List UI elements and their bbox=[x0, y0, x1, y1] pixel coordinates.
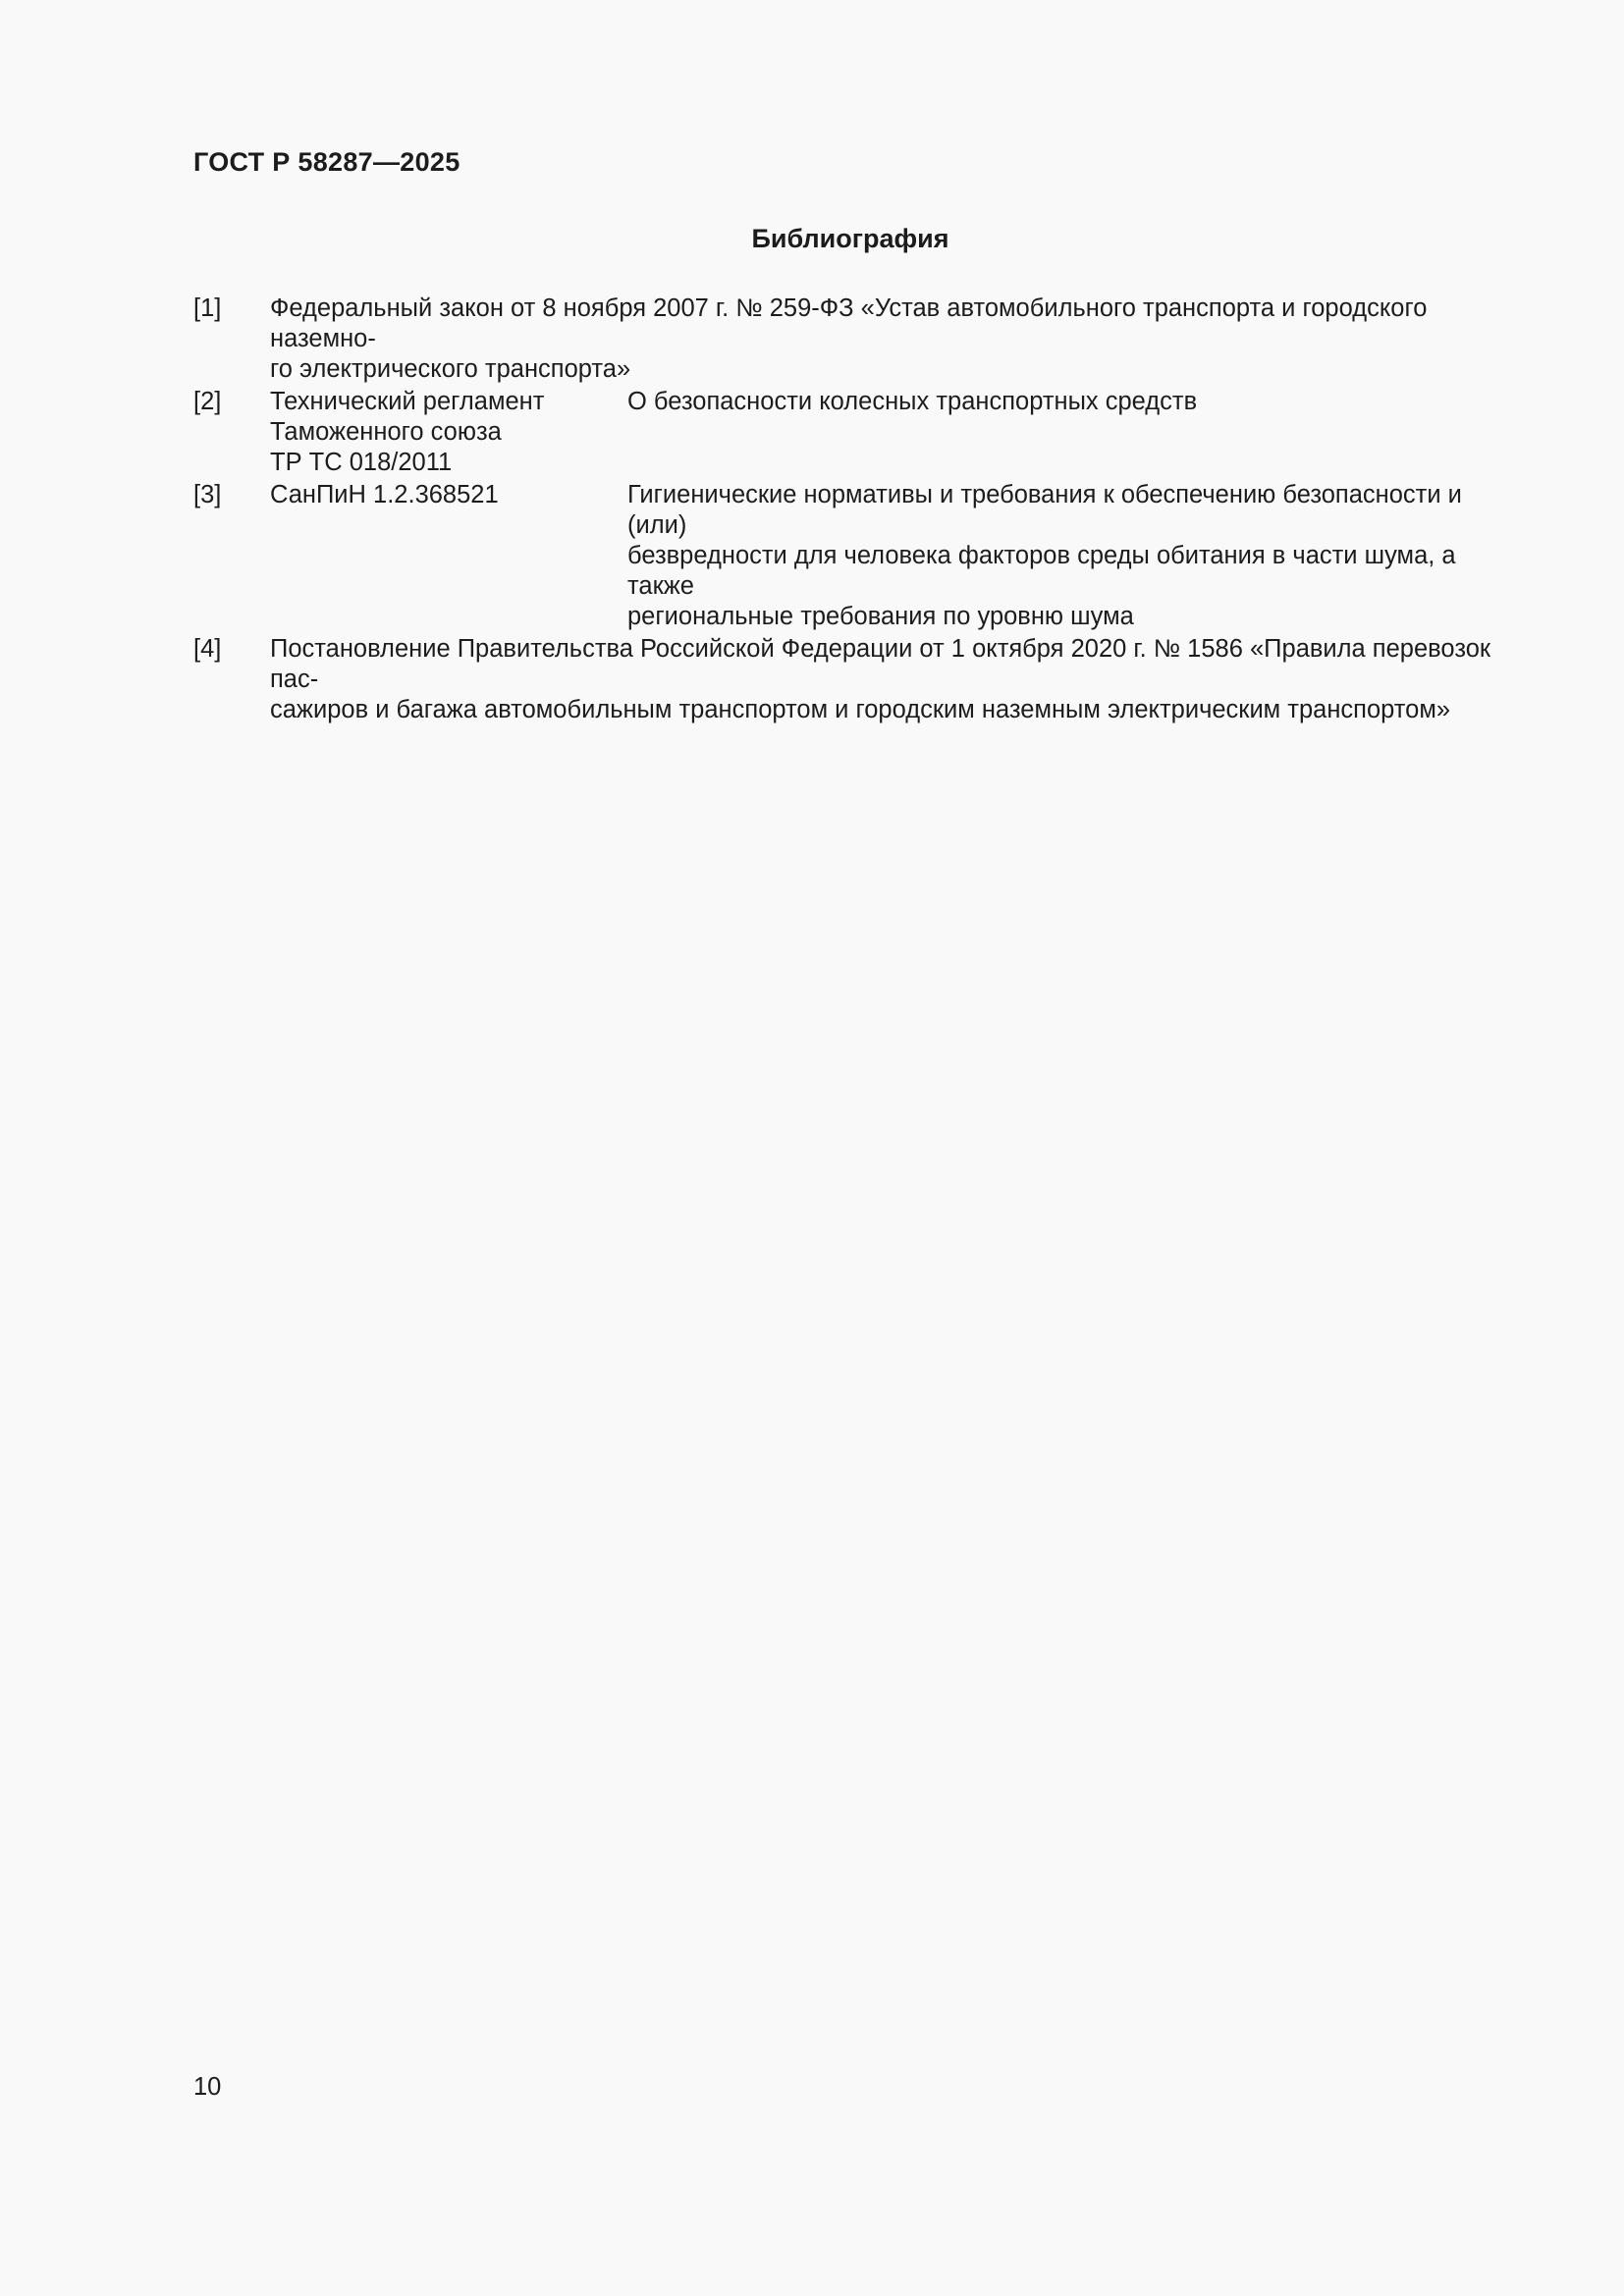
entry-text-line: Постановление Правительства Российской Федерации от 1 октября 2020 г. № 1586 «Правила перевозок пас- bbox=[270, 635, 1491, 693]
section-title: Библиография bbox=[751, 224, 949, 253]
entry-columns bbox=[270, 480, 1514, 632]
bibliography-entry-2 bbox=[193, 387, 1514, 478]
entry-number: [4] bbox=[193, 635, 222, 663]
entry-title-line: региональные требования по уровню шума bbox=[627, 603, 1134, 630]
entry-source-line: СанПиН 1.2.368521 bbox=[270, 481, 499, 508]
entry-number: [2] bbox=[193, 388, 222, 415]
entry-text-line: сажиров и багажа автомобильным транспортом и городским наземным электрическим транспортом» bbox=[270, 696, 1451, 723]
section-title-container bbox=[0, 224, 1624, 254]
bibliography-entry-3 bbox=[193, 480, 1514, 632]
entry-columns bbox=[270, 387, 1514, 478]
entry-text-line: го электрического транспорта» bbox=[270, 355, 631, 383]
entry-source bbox=[270, 480, 627, 632]
page-number: 10 bbox=[193, 2073, 222, 2101]
entry-source-line: Технический регламент bbox=[270, 388, 545, 415]
entry-text bbox=[270, 294, 1514, 385]
bibliography-list bbox=[193, 294, 1514, 727]
bibliography-entry-4 bbox=[193, 634, 1514, 725]
entry-title-line: Гигиенические нормативы и требования к обеспечению безопасности и (или) bbox=[627, 481, 1462, 539]
entry-number: [1] bbox=[193, 294, 222, 322]
entry-source-line: ТР ТС 018/2011 bbox=[270, 449, 453, 476]
entry-text bbox=[270, 634, 1514, 725]
document-header-id: ГОСТ Р 58287—2025 bbox=[193, 147, 460, 177]
entry-title bbox=[627, 480, 1514, 632]
entry-title-line: безвредности для человека факторов среды обитания в части шума, а также bbox=[627, 542, 1456, 600]
bibliography-entry-1 bbox=[193, 294, 1514, 385]
entry-title-line: О безопасности колесных транспортных средств bbox=[627, 388, 1198, 415]
entry-source bbox=[270, 387, 627, 478]
entry-title bbox=[627, 387, 1514, 478]
entry-number: [3] bbox=[193, 481, 222, 508]
entry-source-line: Таможенного союза bbox=[270, 418, 502, 446]
entry-text-line: Федеральный закон от 8 ноября 2007 г. № 259-ФЗ «Устав автомобильного транспорта и городского наземно- bbox=[270, 294, 1428, 352]
